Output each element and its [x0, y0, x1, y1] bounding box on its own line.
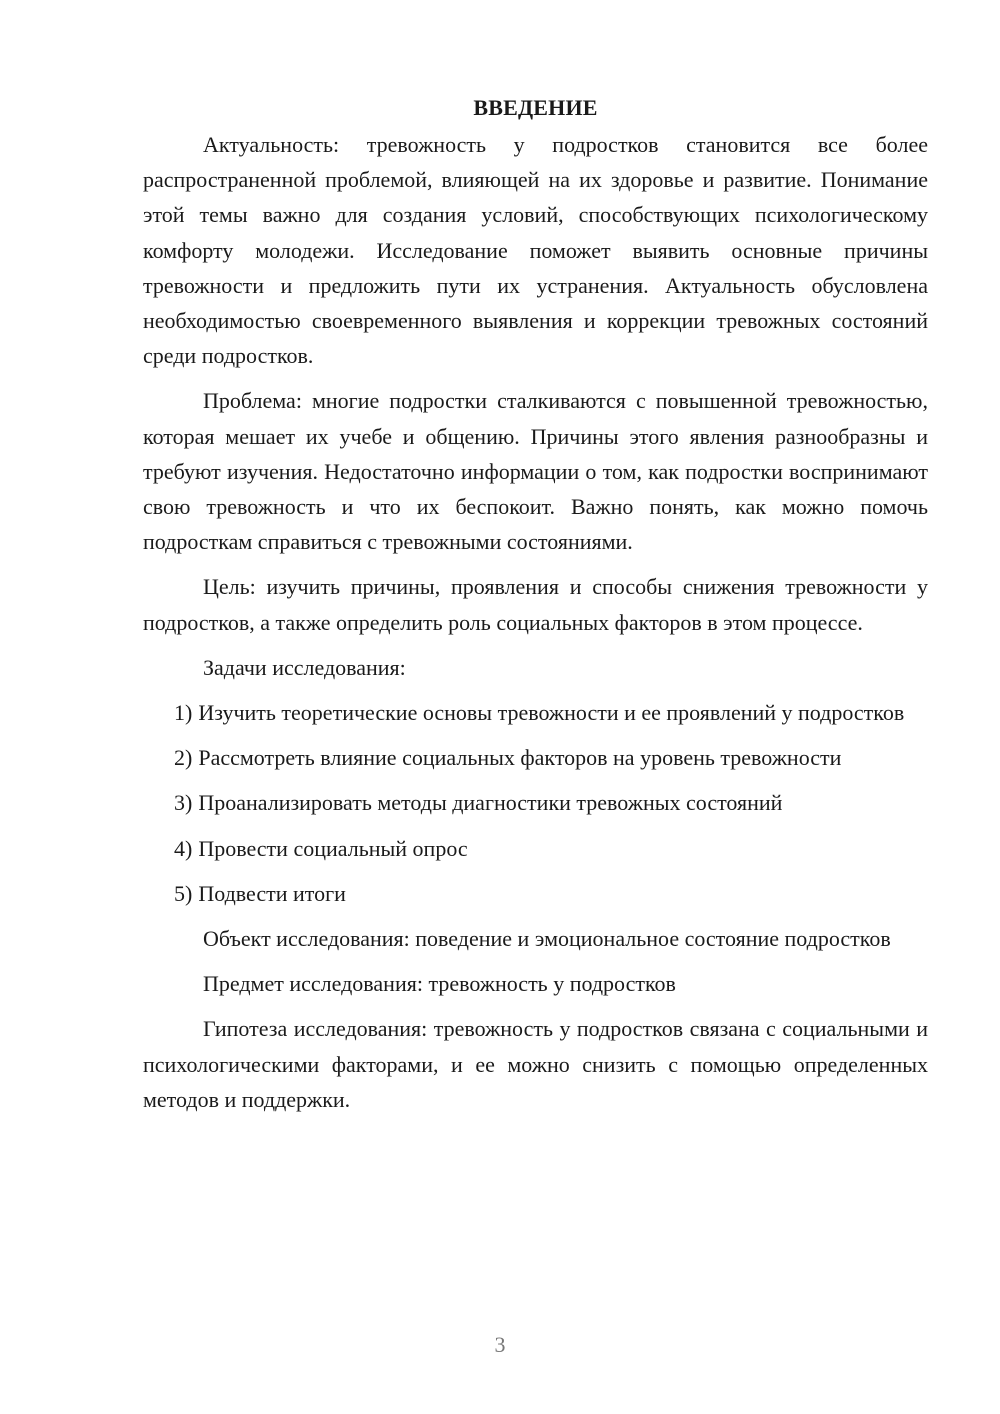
- task-text: Подвести итоги: [198, 880, 346, 906]
- problem-paragraph: Проблема: многие подростки сталкиваются с повышенной тревожностью, которая мешает их учебе и общению. Причины этого явления разнообразны и требуют изучения. Недостаточно информации о том, как подростки воспринимают свою тревожность и что их беспокоит. Важно понять, как можно помочь подросткам справиться с тревожными состояниями.: [143, 388, 928, 555]
- task-text: Изучить теоретические основы тревожности и ее проявлений у подростков: [198, 700, 905, 726]
- task-text: Проанализировать методы диагностики тревожных состояний: [198, 790, 783, 816]
- goal-paragraph: Цель: изучить причины, проявления и способы снижения тревожности у подростков, а также определить роль социальных факторов в этом процессе.: [143, 574, 928, 635]
- task-item: [143, 740, 928, 775]
- task-item: [143, 785, 928, 820]
- document-page: [143, 90, 928, 1127]
- page-number: 3: [494, 1332, 506, 1357]
- hypothesis-paragraph: Гипотеза исследования: тревожность у подростков связана с социальными и психологическими факторами, и ее можно снизить с помощью определенных методов и поддержки.: [143, 1016, 928, 1112]
- task-item: [143, 695, 928, 730]
- tasks-title: Задачи исследования:: [203, 654, 406, 680]
- task-text: Провести социальный опрос: [198, 835, 468, 861]
- task-item: [143, 876, 928, 911]
- task-number: 1): [174, 700, 193, 726]
- task-number: 3): [174, 790, 193, 816]
- task-number: 4): [174, 835, 193, 861]
- subject-paragraph: Предмет исследования: тревожность у подростков: [203, 971, 676, 997]
- task-number: 2): [174, 745, 193, 771]
- object-paragraph: Объект исследования: поведение и эмоциональное состояние подростков: [203, 926, 891, 952]
- task-number: 5): [174, 880, 193, 906]
- task-text: Рассмотреть влияние социальных факторов на уровень тревожности: [198, 745, 842, 771]
- relevance-paragraph: Актуальность: тревожность у подростков становится все более распространенной проблемой, влияющей на их здоровье и развитие. Понимание этой темы важно для создания условий, способствующих психологическому комфорту молодежи. Исследование поможет выявить основные причины тревожности и предложить пути их устранения. Актуальность обусловлена необходимостью своевременного выявления и коррекции тревожных состояний среди подростков.: [143, 132, 928, 369]
- task-item: [143, 831, 928, 866]
- section-title: ВВЕДЕНИЕ: [473, 95, 598, 120]
